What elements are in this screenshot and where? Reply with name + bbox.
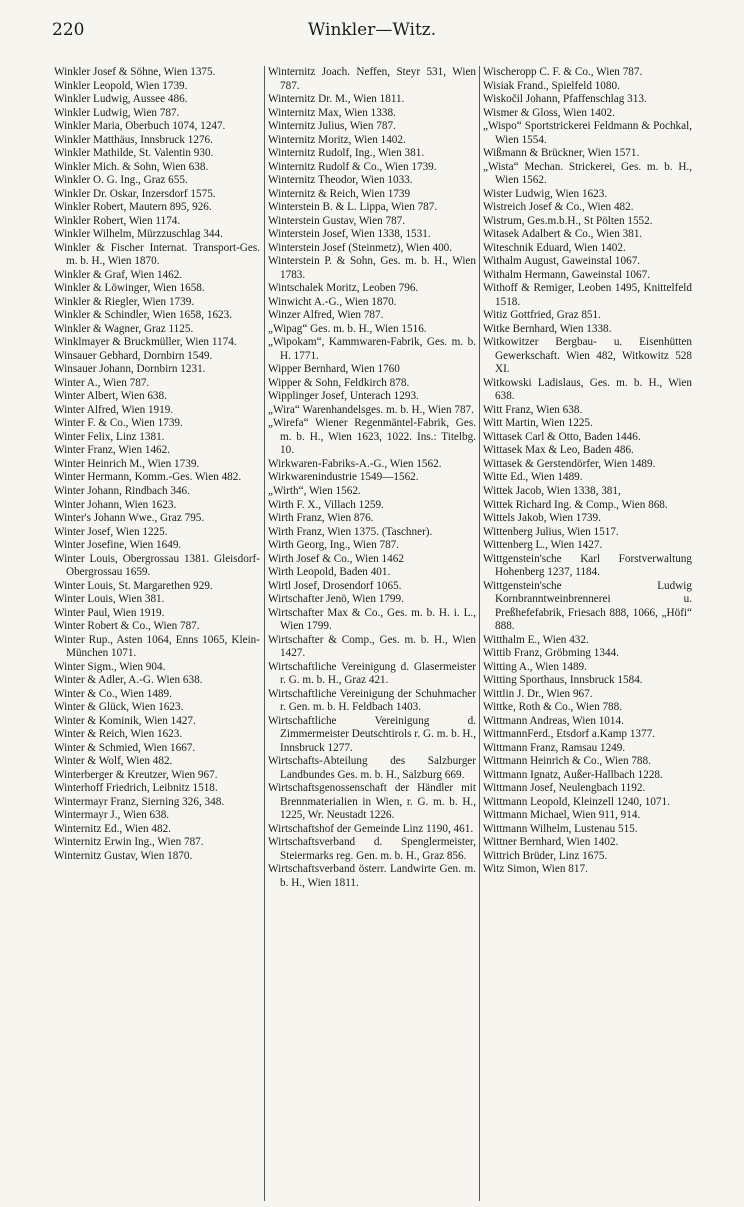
directory-entry: Wirtschafter & Comp., Ges. m. b. H., Wien 1427. xyxy=(268,633,476,660)
directory-entry: Wirtschafter Jenö, Wien 1799. xyxy=(268,593,404,606)
directory-entry: Wismer & Gloss, Wien 1402. xyxy=(483,106,615,119)
directory-entry: Winter & Kominik, Wien 1427. xyxy=(54,714,196,727)
directory-entry: Winter Robert & Co., Wien 787. xyxy=(54,620,200,633)
directory-entry: Wittmann Heinrich & Co., Wien 788. xyxy=(483,755,651,768)
directory-entry: Winkler Robert, Mautern 895, 926. xyxy=(54,201,212,214)
directory-entry: Winternitz Julius, Wien 787. xyxy=(268,120,396,133)
column-3 xyxy=(483,66,692,1201)
directory-entry: „Wira“ Warenhandelsges. m. b. H., Wien 787. xyxy=(268,403,474,416)
directory-entry: Wittmann Josef, Neulengbach 1192. xyxy=(483,782,646,795)
directory-entry: „Wirth“, Wien 1562. xyxy=(268,484,361,497)
directory-entry: Wittke, Roth & Co., Wien 788. xyxy=(483,701,623,714)
directory-entry: Winterhoff Friedrich, Leibnitz 1518. xyxy=(54,782,218,795)
directory-entry: Wittgenstein'sche Karl Forstverwaltung Hohenberg 1237, 1184. xyxy=(483,552,692,579)
directory-entry: Winter Hermann, Komm.-Ges. Wien 482. xyxy=(54,471,242,484)
directory-entry: Winklmayer & Bruckmüller, Wien 1174. xyxy=(54,336,237,349)
directory-entry: Winter Sigm., Wien 904. xyxy=(54,660,166,673)
directory-entry: Wittenberg Julius, Wien 1517. xyxy=(483,525,619,538)
directory-entry: Winter & Schmied, Wien 1667. xyxy=(54,741,196,754)
directory-entry: Winter Louis, Obergrossau 1381. Gleisdorf-Obergrossau 1659. xyxy=(54,552,260,579)
directory-entry: Winterberger & Kreutzer, Wien 967. xyxy=(54,768,218,781)
directory-entry: Witiz Gottfried, Graz 851. xyxy=(483,309,601,322)
directory-entry: WittmannFerd., Etsdorf a.Kamp 1377. xyxy=(483,728,655,741)
directory-entry: Winkler Leopold, Wien 1739. xyxy=(54,79,188,92)
directory-entry: „Wipokam“, Kammwaren-Fabrik, Ges. m. b. H. 1771. xyxy=(268,336,476,362)
directory-entry: „Wispo“ Sportstrickerei Feldmann & Pochkal, Wien 1554. xyxy=(483,120,692,146)
directory-entry: Wittmann Franz, Ramsau 1249. xyxy=(483,741,626,754)
directory-entry: Winter Albert, Wien 638. xyxy=(54,390,167,403)
directory-entry: Winkler & Graf, Wien 1462. xyxy=(54,268,183,281)
directory-entry: Wittmann Ignatz, Außer-Hallbach 1228. xyxy=(483,768,663,781)
directory-entry: Wittels Jakob, Wien 1739. xyxy=(483,512,601,525)
directory-entry: Winter Heinrich M., Wien 1739. xyxy=(54,457,200,470)
directory-entry: Winkler Robert, Wien 1174. xyxy=(54,214,181,227)
directory-entry: Winternitz Rudolf, Ing., Wien 381. xyxy=(268,147,425,160)
directory-entry: Winter Louis, St. Margarethen 929. xyxy=(54,579,213,592)
directory-entry: Winternitz & Reich, Wien 1739 xyxy=(268,187,411,200)
directory-entry: Winter Felix, Linz 1381. xyxy=(54,430,165,443)
directory-entry: Wittasek Carl & Otto, Baden 1446. xyxy=(483,430,641,443)
directory-entry: „Wirefa“ Wiener Regenmäntel-Fabrik, Ges. m. b. H., Wien 1623, 1022. Ins.: Titelbg. 10. xyxy=(268,417,476,457)
directory-entry: Winter & Wolf, Wien 482. xyxy=(54,755,173,768)
directory-entry: Wirtschafter Max & Co., Ges. m. b. H. i. L., Wien 1799. xyxy=(268,606,476,633)
directory-entry: Winter Louis, Wien 381. xyxy=(54,593,165,606)
directory-entry: Winter & Reich, Wien 1623. xyxy=(54,728,183,741)
directory-entry: Wißmann & Brückner, Wien 1571. xyxy=(483,147,640,160)
directory-entry: Winter Josefine, Wien 1649. xyxy=(54,539,182,552)
directory-entry: Winkler Matthäus, Innsbruck 1276. xyxy=(54,133,213,146)
directory-entry: Winternitz Joach. Neffen, Steyr 531, Wien 787. xyxy=(268,66,476,92)
directory-entry: Wirtschaftsgenossenschaft der Händler mit Brennmaterialien in Wien, r. G. m. b. H., 1225, Wr. Neustadt 1226. xyxy=(268,782,476,822)
directory-entry: Wipper & Sohn, Feldkirch 878. xyxy=(268,376,410,389)
column-divider-1 xyxy=(264,66,265,1201)
directory-entry: Wirth Leopold, Baden 401. xyxy=(268,566,391,579)
directory-entry: Wipplinger Josef, Unterach 1293. xyxy=(268,390,419,403)
directory-entry: Wisiak Frand., Spielfeld 1080. xyxy=(483,79,620,92)
directory-entry: Wirkwarenindustrie 1549—1562. xyxy=(268,471,419,484)
directory-entry: Wittmann Leopold, Kleinzell 1240, 1071. xyxy=(483,795,670,808)
directory-entry: Winter & Co., Wien 1489. xyxy=(54,687,172,700)
directory-entry: Winterstein P. & Sohn, Ges. m. b. H., Wien 1783. xyxy=(268,255,476,281)
directory-entry: Witz Simon, Wien 817. xyxy=(483,863,588,876)
directory-entry: Winzer Alfred, Wien 787. xyxy=(268,309,384,322)
directory-entry: Wirtschaftliche Vereinigung d. Glasermeister r. G. m. b. H., Graz 421. xyxy=(268,660,476,687)
directory-entry: Witting Sporthaus, Innsbruck 1584. xyxy=(483,674,643,687)
directory-entry: Wirkwaren-Fabriks-A.-G., Wien 1562. xyxy=(268,457,442,470)
directory-entry: Withalm August, Gaweinstal 1067. xyxy=(483,255,641,268)
directory-entry: Winkler & Fischer Internat. Transport-Ges. m. b. H., Wien 1870. xyxy=(54,241,260,268)
directory-entry: Winkler O. G. Ing., Graz 655. xyxy=(54,174,188,187)
directory-entry: Witke Bernhard, Wien 1338. xyxy=(483,322,612,335)
directory-entry: Winsauer Johann, Dornbirn 1231. xyxy=(54,363,206,376)
directory-entry: Witting A., Wien 1489. xyxy=(483,660,587,673)
directory-entry: Withalm Hermann, Gaweinstal 1067. xyxy=(483,268,651,281)
directory-entry: Winkler Dr. Oskar, Inzersdorf 1575. xyxy=(54,187,216,200)
directory-entry: Wirtl Josef, Drosendorf 1065. xyxy=(268,579,402,592)
directory-entry: Wipper Bernhard, Wien 1760 xyxy=(268,363,400,376)
directory-entry: Wittmann Andreas, Wien 1014. xyxy=(483,714,624,727)
directory-entry: Wister Ludwig, Wien 1623. xyxy=(483,187,608,200)
directory-entry: Wittlin J. Dr., Wien 967. xyxy=(483,687,593,700)
directory-entry: Winkler Maria, Oberbuch 1074, 1247. xyxy=(54,120,226,133)
directory-entry: „Wista“ Mechan. Strickerei, Ges. m. b. H., Wien 1562. xyxy=(483,160,692,187)
directory-entry: Winternitz Theodor, Wien 1033. xyxy=(268,174,413,187)
directory-entry: Winkler Mathilde, St. Valentin 930. xyxy=(54,147,214,160)
directory-entry: Wittasek Max & Leo, Baden 486. xyxy=(483,444,634,457)
directory-entry: Wirth Josef & Co., Wien 1462 xyxy=(268,552,404,565)
directory-entry: Winter A., Wien 787. xyxy=(54,376,150,389)
directory-entry: Winter Franz, Wien 1462. xyxy=(54,444,171,457)
directory-entry: Winter Paul, Wien 1919. xyxy=(54,606,165,619)
directory-entry: Winkler & Löwinger, Wien 1658. xyxy=(54,282,205,295)
directory-entry: Witasek Adalbert & Co., Wien 381. xyxy=(483,228,643,241)
directory-entry: „Wipag“ Ges. m. b. H., Wien 1516. xyxy=(268,322,427,335)
directory-entry: Withoff & Remiger, Leoben 1495, Knittelfeld 1518. xyxy=(483,282,692,308)
column-2 xyxy=(268,66,476,1201)
directory-entry: Wittmann Michael, Wien 911, 914. xyxy=(483,809,641,822)
directory-entry: Winterstein Josef (Steinmetz), Wien 400. xyxy=(268,241,453,254)
directory-entry: Winternitz Max, Wien 1338. xyxy=(268,106,396,119)
directory-entry: Wirth Franz, Wien 1375. (Taschner). xyxy=(268,525,433,538)
directory-entry: Wistrum, Ges.m.b.H., St Pölten 1552. xyxy=(483,214,653,227)
directory-entry: Winterstein Josef, Wien 1338, 1531. xyxy=(268,228,431,241)
directory-entry: Wirtschafts-Abteilung des Salzburger Landbundes Ges. m. b. H., Salzburg 669. xyxy=(268,755,476,781)
column-divider-2 xyxy=(479,66,480,1201)
directory-entry: Winwicht A.-G., Wien 1870. xyxy=(268,295,397,308)
directory-entry: Winter Johann, Rindbach 346. xyxy=(54,484,190,497)
directory-entry: Witkowitzer Bergbau- u. Eisenhütten Gewerkschaft. Wien 482, Witkowitz 528 XI. xyxy=(483,336,692,376)
directory-entry: Winter Rup., Asten 1064, Enns 1065, Klein-München 1071. xyxy=(54,633,260,660)
directory-entry: Witt Martin, Wien 1225. xyxy=(483,417,593,430)
directory-entry: Wistreich Josef & Co., Wien 482. xyxy=(483,201,634,214)
directory-entry: Winternitz Ed., Wien 482. xyxy=(54,822,171,835)
directory-entry: Wischeropp C. F. & Co., Wien 787. xyxy=(483,66,643,78)
directory-entry: Winkler & Schindler, Wien 1658, 1623. xyxy=(54,309,233,322)
directory-entry: Winter & Adler, A.-G. Wien 638. xyxy=(54,674,203,687)
directory-entry: Wiskočil Johann, Pfaffenschlag 313. xyxy=(483,93,647,106)
directory-entry: Winterstein Gustav, Wien 787. xyxy=(268,214,406,227)
directory-entry: Winter Alfred, Wien 1919. xyxy=(54,403,174,416)
directory-entry: Winter F. & Co., Wien 1739. xyxy=(54,417,183,430)
directory-entry: Winkler Ludwig, Aussee 486. xyxy=(54,93,188,106)
directory-entry: Winterstein B. & L. Lippa, Wien 787. xyxy=(268,201,438,214)
directory-entry: Winter & Glück, Wien 1623. xyxy=(54,701,184,714)
running-head: Winkler—Witz. xyxy=(307,20,437,40)
directory-entry: Witeschnik Eduard, Wien 1402. xyxy=(483,241,626,254)
directory-entry: Winkler Mich. & Sohn, Wien 638. xyxy=(54,160,209,173)
directory-entry: Wittner Bernhard, Wien 1402. xyxy=(483,836,619,849)
directory-entry: Winternitz Gustav, Wien 1870. xyxy=(54,849,193,862)
directory-entry: Wirtschaftsverband österr. Landwirte Gen. m. b. H., Wien 1811. xyxy=(268,863,476,889)
directory-entry: Winternitz Erwin Ing., Wien 787. xyxy=(54,836,204,849)
directory-entry: Wirtschaftliche Vereinigung d. Zimmermeister Deutschtirols r. G. m. b. H., Innsbruck 1277. xyxy=(268,714,476,754)
directory-entry: Winkler Josef & Söhne, Wien 1375. xyxy=(54,66,216,78)
directory-entry: Wintschalek Moritz, Leoben 796. xyxy=(268,282,419,295)
directory-entry: Winter Josef, Wien 1225. xyxy=(54,525,168,538)
directory-entry: Wittek Jacob, Wien 1338, 381, xyxy=(483,484,621,497)
directory-entry: Wirtschaftshof der Gemeinde Linz 1190, 461. xyxy=(268,822,474,835)
directory-entry: Wintermayr J., Wien 638. xyxy=(54,809,170,822)
directory-entry: Winter's Johann Wwe., Graz 795. xyxy=(54,512,205,525)
directory-entry: Wittek Richard Ing. & Comp., Wien 868. xyxy=(483,498,668,511)
directory-entry: Winter Johann, Wien 1623. xyxy=(54,498,177,511)
directory-entry: Wittmann Wilhelm, Lustenau 515. xyxy=(483,822,638,835)
directory-entry: Wirth F. X., Villach 1259. xyxy=(268,498,384,511)
directory-entry: Winkler & Wagner, Graz 1125. xyxy=(54,322,194,335)
directory-entry: Wirth Franz, Wien 876. xyxy=(268,512,374,525)
directory-entry: Witkowski Ladislaus, Ges. m. b. H., Wien 638. xyxy=(483,376,692,403)
directory-entry: Witthalm E., Wien 432. xyxy=(483,633,589,646)
directory-entry: Wirtschaftsverband d. Spenglermeister, Steiermarks reg. Gen. m. b. H., Graz 856. xyxy=(268,836,476,862)
directory-entry: Witte Ed., Wien 1489. xyxy=(483,471,583,484)
page-number: 220 xyxy=(52,20,85,40)
directory-entry: Wintermayr Franz, Sierning 326, 348. xyxy=(54,795,225,808)
directory-entry: Winternitz Moritz, Wien 1402. xyxy=(268,133,406,146)
directory-entry: Winkler & Riegler, Wien 1739. xyxy=(54,295,195,308)
directory-entry: Winsauer Gebhard, Dornbirn 1549. xyxy=(54,349,213,362)
directory-entry: Witt Franz, Wien 638. xyxy=(483,403,583,416)
directory-entry: Winkler Ludwig, Wien 787. xyxy=(54,106,180,119)
directory-entry: Wittasek & Gerstendörfer, Wien 1489. xyxy=(483,457,656,470)
directory-entry: Winternitz Rudolf & Co., Wien 1739. xyxy=(268,160,437,173)
directory-entry: Winternitz Dr. M., Wien 1811. xyxy=(268,93,405,106)
directory-entry: Winkler Wilhelm, Mürzzuschlag 344. xyxy=(54,228,223,241)
column-1 xyxy=(54,66,260,1201)
directory-entry: Wirtschaftliche Vereinigung der Schuhmacher r. Gen. m. b. H. Feldbach 1403. xyxy=(268,687,476,714)
directory-entry: Wittib Franz, Gröbming 1344. xyxy=(483,647,619,660)
directory-entry: Wittrich Brüder, Linz 1675. xyxy=(483,849,608,862)
directory-entry: Wirth Georg, Ing., Wien 787. xyxy=(268,539,400,552)
directory-entry: Wittenberg L., Wien 1427. xyxy=(483,539,603,552)
directory-entry: Wittgenstein'sche Ludwig Kornbranntweinbrennerei u. Preßhefefabrik, Friesach 888, 1066, „Höfi“ 888. xyxy=(483,579,692,633)
